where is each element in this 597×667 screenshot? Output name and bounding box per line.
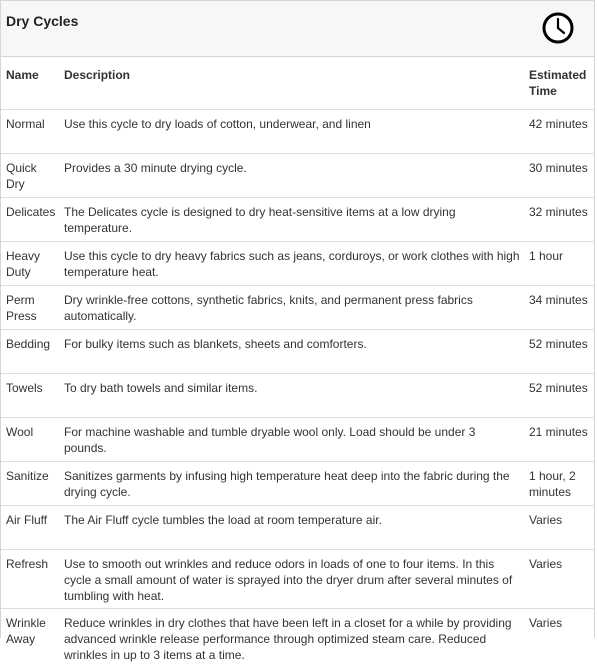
table-row xyxy=(1,198,594,242)
panel-title: Dry Cycles xyxy=(6,12,78,30)
cycle-description: The Delicates cycle is designed to dry heat-sensitive items at a low drying temperature. xyxy=(59,198,524,242)
panel-header xyxy=(1,1,594,57)
table-row xyxy=(1,550,594,609)
table-row xyxy=(1,110,594,154)
cycle-name: Perm Press xyxy=(1,286,59,330)
header-estimated-time: Estimated Time xyxy=(524,57,594,110)
table-row xyxy=(1,242,594,286)
cycle-time: 52 minutes xyxy=(524,330,594,374)
cycle-description: Use this cycle to dry heavy fabrics such as jeans, corduroys, or work clothes with high temperature heat. xyxy=(59,242,524,286)
cycle-description: For bulky items such as blankets, sheets and comforters. xyxy=(59,330,524,374)
cycle-time: 32 minutes xyxy=(524,198,594,242)
cycle-name: Towels xyxy=(1,374,59,418)
cycle-time: 42 minutes xyxy=(524,110,594,154)
table-row xyxy=(1,506,594,550)
cycle-name: Refresh xyxy=(1,550,59,609)
cycle-name: Heavy Duty xyxy=(1,242,59,286)
cycle-description: Reduce wrinkles in dry clothes that have been left in a closet for a while by providing advanced wrinkle release performance through optimized steam care. Reduced wrinkles in up to 3 items at a time. xyxy=(59,609,524,667)
cycle-name: Air Fluff xyxy=(1,506,59,550)
table-row xyxy=(1,330,594,374)
cycle-time: Varies xyxy=(524,550,594,609)
cycle-name: Bedding xyxy=(1,330,59,374)
cycle-time: 30 minutes xyxy=(524,154,594,198)
cycle-time: Varies xyxy=(524,609,594,667)
table-header-row xyxy=(1,57,594,110)
cycle-description: Provides a 30 minute drying cycle. xyxy=(59,154,524,198)
table-row xyxy=(1,418,594,462)
cycle-time: 1 hour, 2 minutes xyxy=(524,462,594,506)
dry-cycles-table xyxy=(1,57,594,667)
cycle-time: 21 minutes xyxy=(524,418,594,462)
cycle-name: Normal xyxy=(1,110,59,154)
cycle-name: Delicates xyxy=(1,198,59,242)
table-row xyxy=(1,286,594,330)
cycle-description: For machine washable and tumble dryable wool only. Load should be under 3 pounds. xyxy=(59,418,524,462)
cycle-description: The Air Fluff cycle tumbles the load at room temperature air. xyxy=(59,506,524,550)
table-row xyxy=(1,154,594,198)
cycle-description: Use this cycle to dry loads of cotton, underwear, and linen xyxy=(59,110,524,154)
cycle-time: 52 minutes xyxy=(524,374,594,418)
cycle-name: Wool xyxy=(1,418,59,462)
table-row xyxy=(1,462,594,506)
cycle-name: Wrinkle Away xyxy=(1,609,59,667)
cycle-description: Dry wrinkle-free cottons, synthetic fabrics, knits, and permanent press fabrics automatically. xyxy=(59,286,524,330)
header-name: Name xyxy=(1,57,59,110)
clock-icon xyxy=(542,12,574,44)
cycle-time: Varies xyxy=(524,506,594,550)
cycle-description: Use to smooth out wrinkles and reduce odors in loads of one to four items. In this cycle a small amount of water is sprayed into the dryer drum after several minutes of tumbling with heat. xyxy=(59,550,524,609)
cycle-name: Sanitize xyxy=(1,462,59,506)
cycle-description: To dry bath towels and similar items. xyxy=(59,374,524,418)
table-row xyxy=(1,374,594,418)
header-description: Description xyxy=(59,57,524,110)
cycle-description: Sanitizes garments by infusing high temperature heat deep into the fabric during the drying cycle. xyxy=(59,462,524,506)
cycle-time: 1 hour xyxy=(524,242,594,286)
cycle-name: Quick Dry xyxy=(1,154,59,198)
cycle-time: 34 minutes xyxy=(524,286,594,330)
